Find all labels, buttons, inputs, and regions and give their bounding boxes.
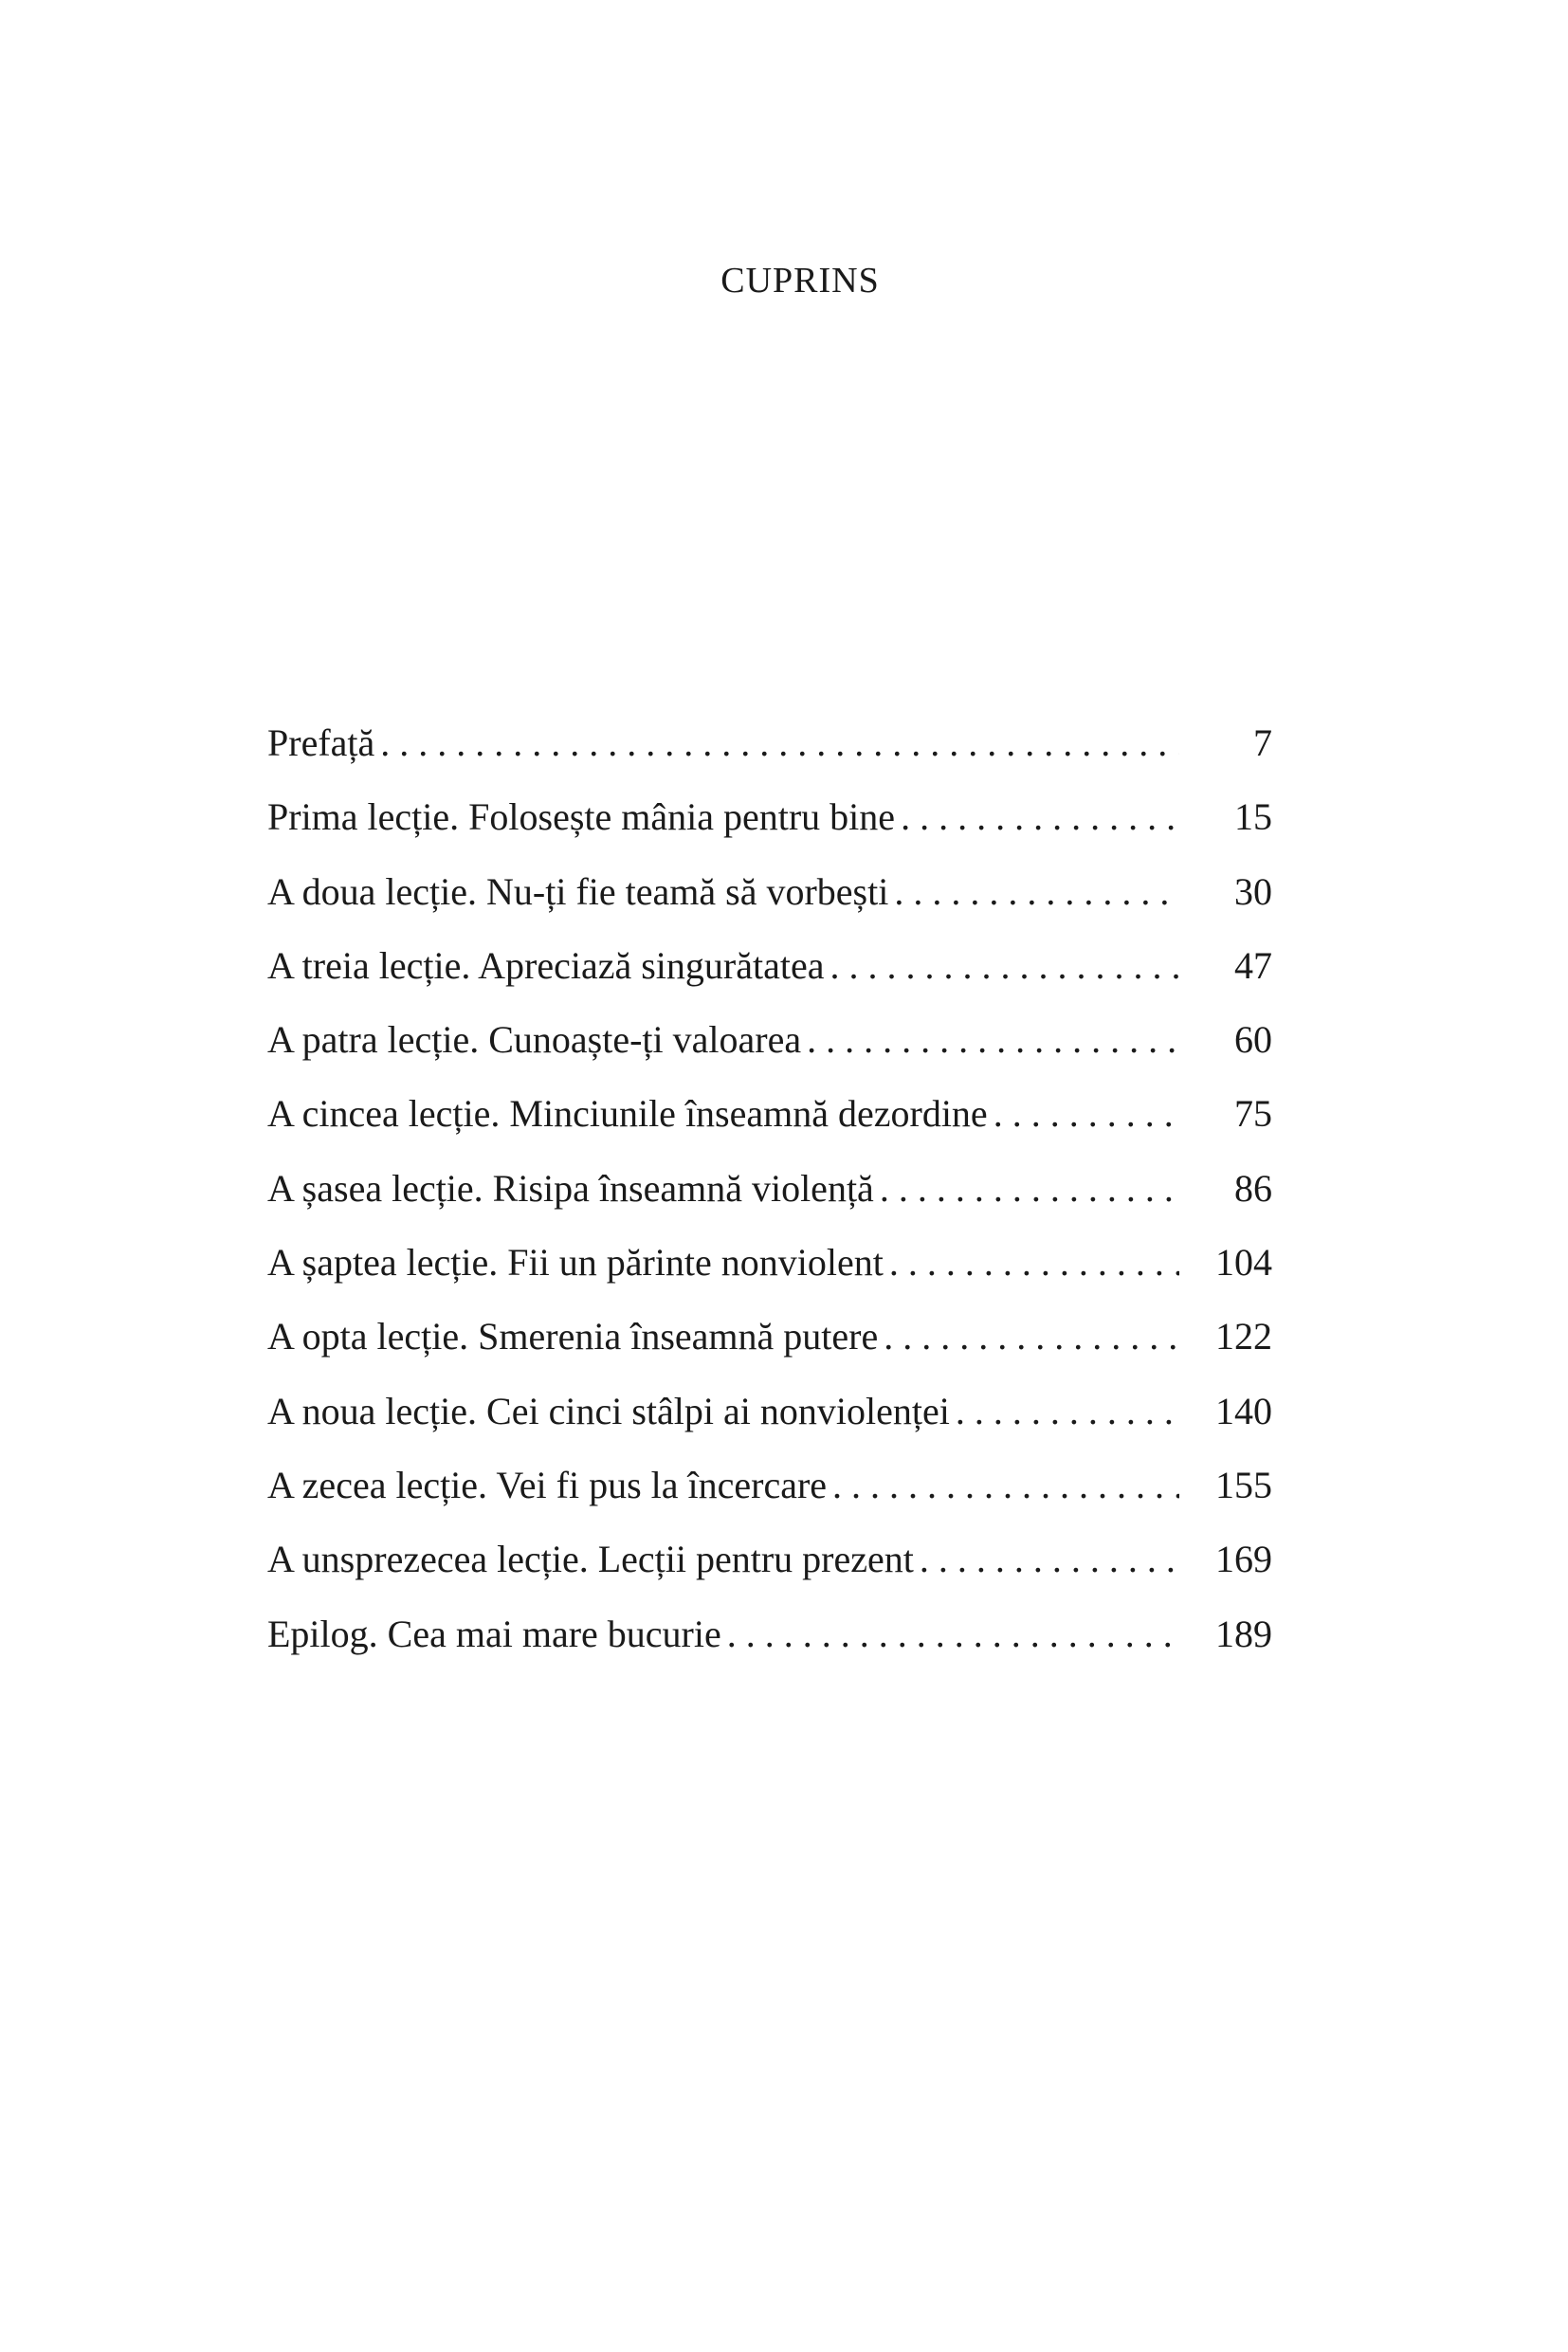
dot-leader [920,1537,1179,1582]
toc-entry-page-number: 15 [1234,795,1272,839]
toc-entry-lesson-6[interactable] [267,1166,1272,1240]
page-title: CUPRINS [720,261,880,301]
toc-entry-page-number: 86 [1234,1166,1272,1210]
dot-leader [807,1017,1179,1063]
toc-entry-title: A unsprezecea lecție. Lecții pentru prezent [267,1538,914,1581]
toc-entry-page-number: 189 [1215,1612,1272,1655]
dot-leader [894,869,1179,915]
dot-leader [901,794,1179,840]
toc-entry-lesson-7[interactable] [267,1240,1272,1314]
toc-entry-page-number: 104 [1215,1241,1272,1285]
toc-entry-lesson-4[interactable] [267,1017,1272,1091]
toc-entry-lesson-5[interactable] [267,1091,1272,1165]
dot-leader [830,943,1179,989]
toc-entry-title: Epilog. Cea mai mare bucurie [267,1612,721,1655]
toc-entry-epilogue[interactable] [267,1612,1272,1686]
dot-leader [884,1314,1179,1359]
toc-entry-lesson-8[interactable] [267,1314,1272,1388]
toc-entry-page-number: 169 [1215,1538,1272,1581]
toc-entry-title: Prefață [267,721,375,764]
toc-entry-lesson-2[interactable] [267,869,1272,943]
toc-entry-lesson-10[interactable] [267,1463,1272,1537]
toc-entry-preface[interactable] [267,720,1272,794]
toc-entry-lesson-3[interactable] [267,943,1272,1017]
toc-entry-title: A doua lecție. Nu-ți fie teamă să vorbești [267,869,889,913]
toc-entry-title: Prima lecție. Folosește mânia pentru bine [267,795,896,839]
toc-entry-title: A șaptea lecție. Fii un părinte nonviolent [267,1241,884,1285]
toc-entry-title: A noua lecție. Cei cinci stâlpi ai nonviolenței [267,1389,950,1432]
dot-leader [956,1389,1179,1434]
table-of-contents [267,720,1272,1686]
dot-leader [832,1463,1179,1508]
toc-entry-page-number: 75 [1234,1092,1272,1136]
toc-entry-title: A șasea lecție. Risipa înseamnă violență [267,1166,874,1210]
toc-entry-page-number: 60 [1234,1018,1272,1062]
toc-entry-page-number: 7 [1253,721,1272,764]
toc-entry-title: A opta lecție. Smerenia înseamnă putere [267,1315,879,1358]
toc-entry-page-number: 140 [1215,1389,1272,1432]
toc-entry-lesson-11[interactable] [267,1537,1272,1611]
toc-entry-page-number: 155 [1215,1463,1272,1506]
dot-leader [380,720,1179,766]
toc-entry-title: A treia lecție. Apreciază singurătatea [267,943,825,987]
toc-entry-page-number: 47 [1234,943,1272,987]
toc-entry-lesson-1[interactable] [267,794,1272,868]
dot-leader [889,1240,1179,1285]
dot-leader [727,1612,1179,1657]
toc-entry-lesson-9[interactable] [267,1389,1272,1463]
toc-entry-page-number: 122 [1215,1315,1272,1358]
dot-leader [994,1091,1179,1137]
toc-entry-page-number: 30 [1234,869,1272,913]
toc-entry-title: A patra lecție. Cunoaște-ți valoarea [267,1018,802,1062]
toc-entry-title: A cincea lecție. Minciunile înseamnă dezordine [267,1092,988,1136]
dot-leader [880,1166,1179,1212]
toc-entry-title: A zecea lecție. Vei fi pus la încercare [267,1463,828,1506]
